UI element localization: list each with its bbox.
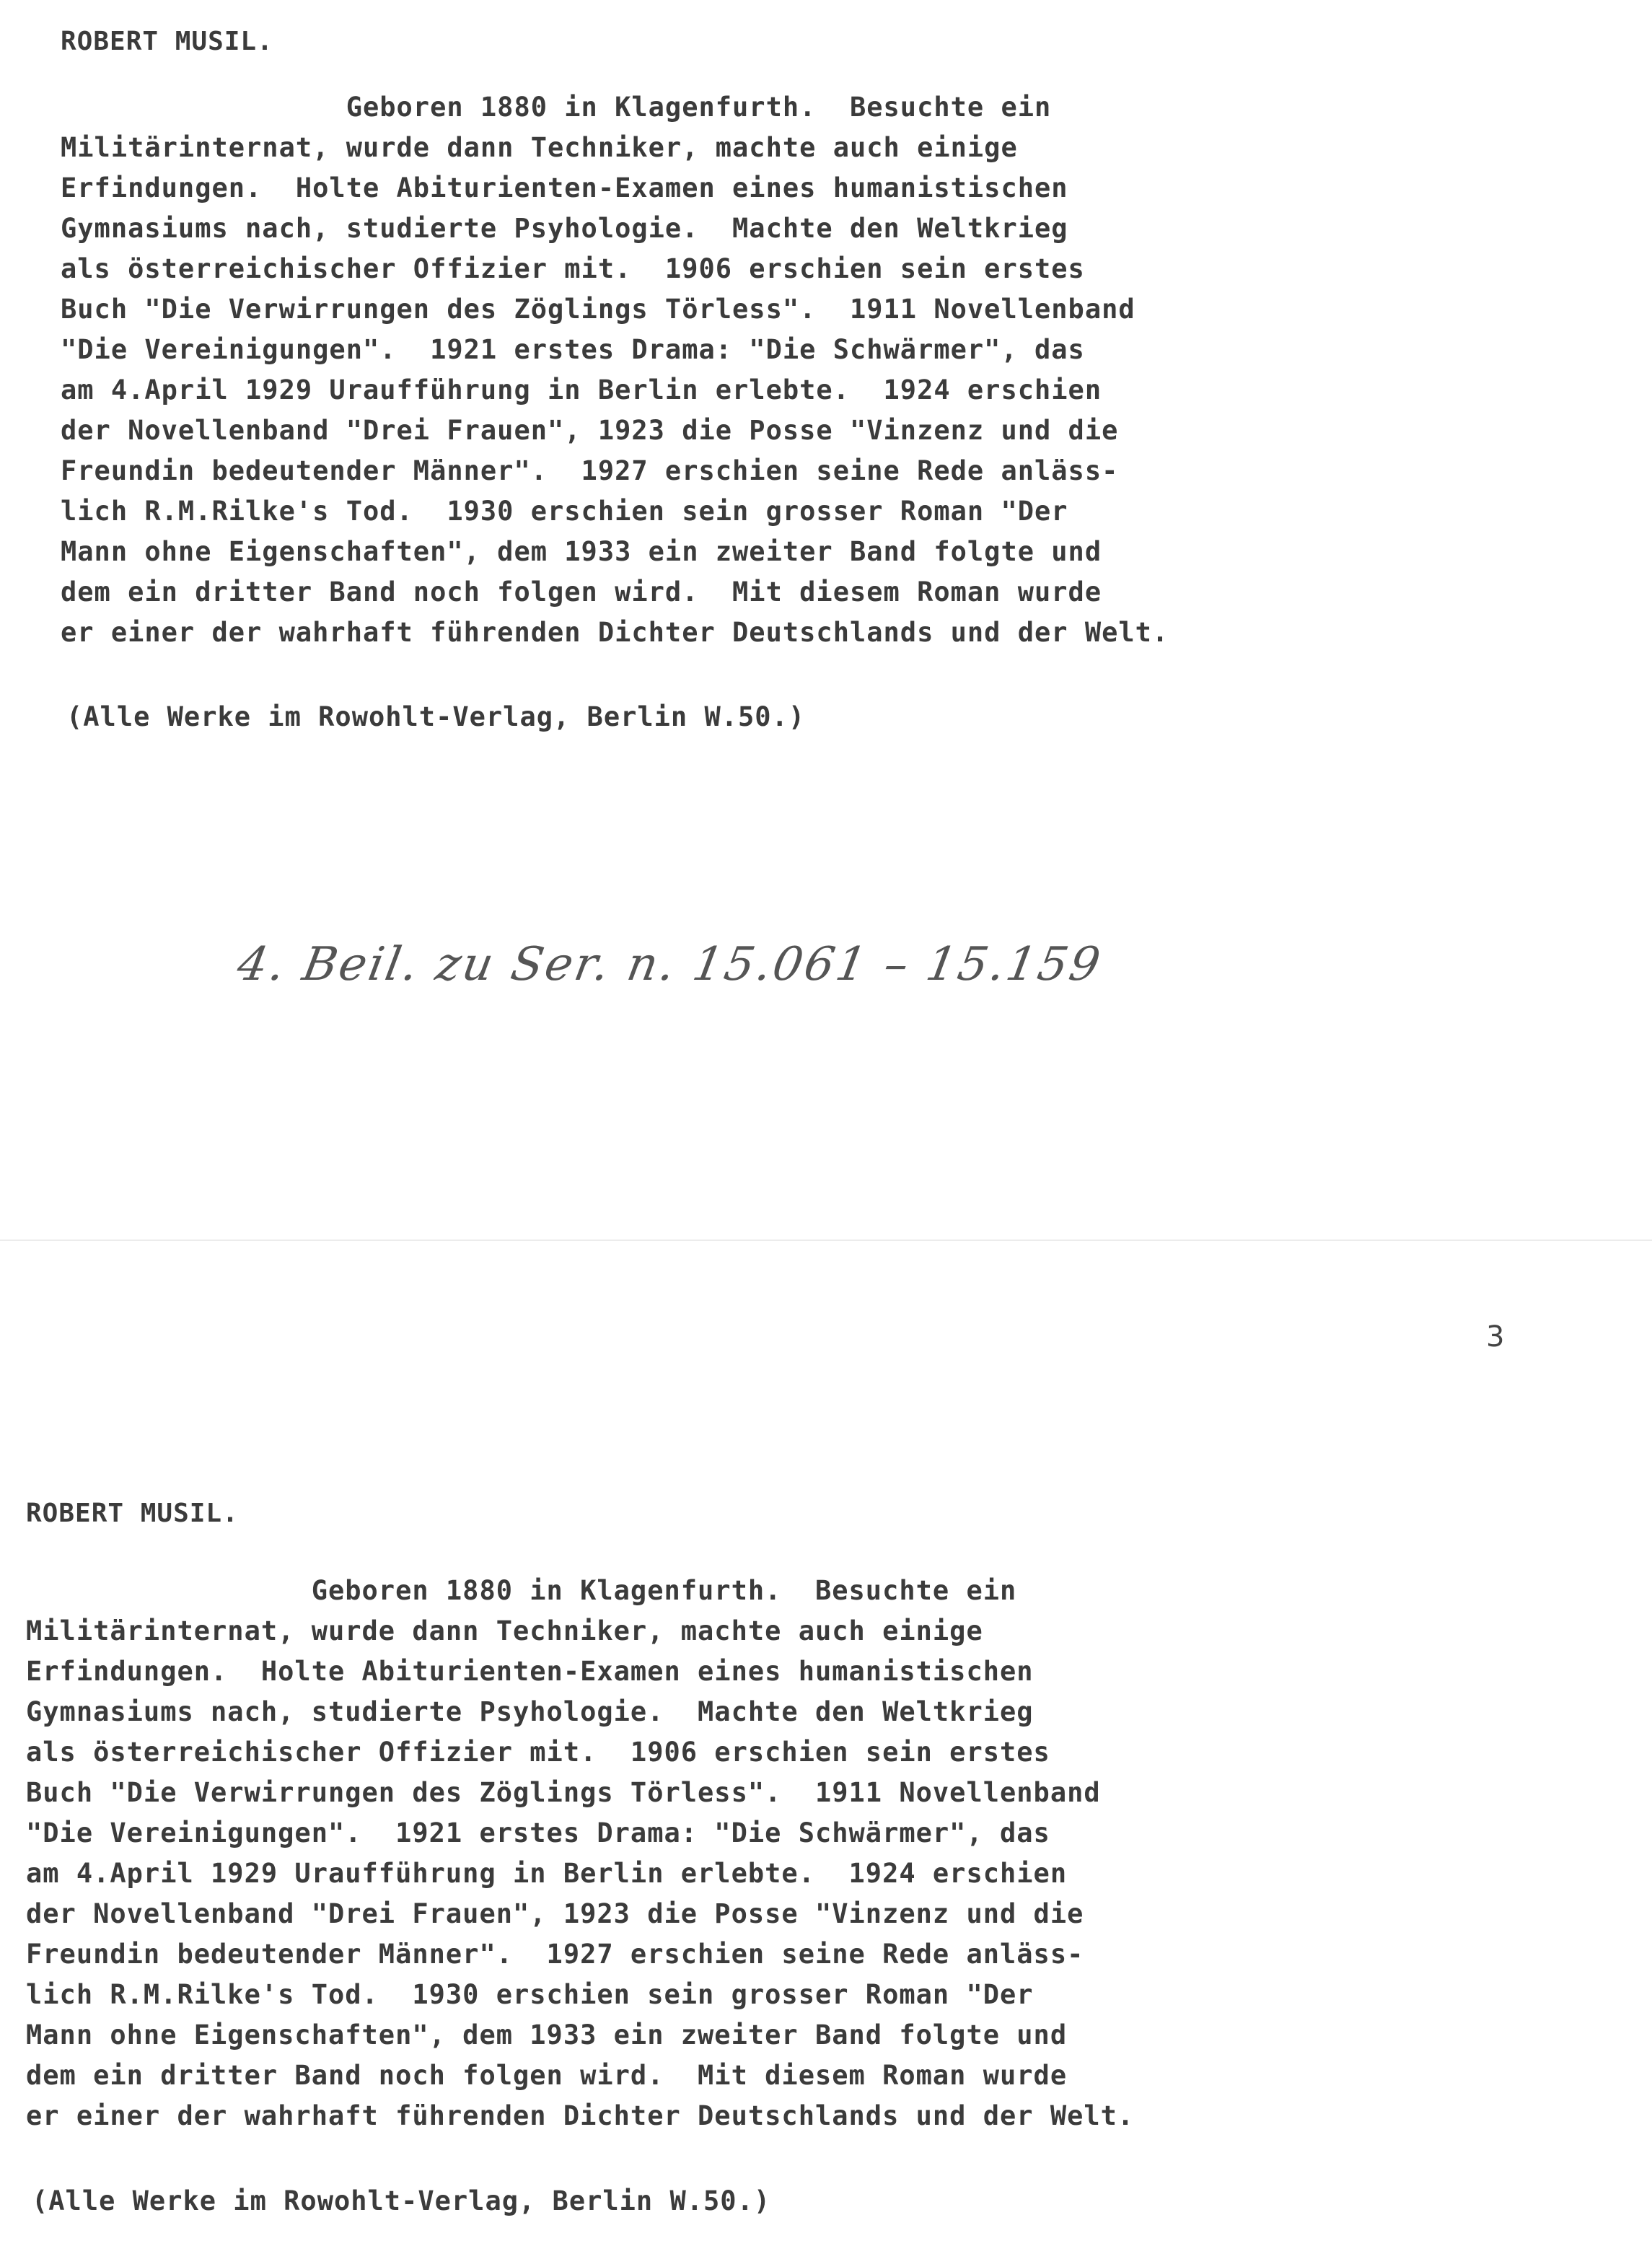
biography-line: Erfindungen. Holte Abiturienten-Examen eines humanistischen [61,172,1068,203]
biography-line: Freundin bedeutender Männer". 1927 erschien seine Rede anläss- [26,1939,1084,1970]
biography-line: der Novellenband "Drei Frauen", 1923 die Posse "Vinzenz und die [26,1898,1084,1929]
biography-line: Buch "Die Verwirrungen des Zöglings Törless". 1911 Novellenband [26,1777,1101,1808]
biography-line: dem ein dritter Band noch folgen wird. Mit diesem Roman wurde [61,576,1102,607]
biography-line: lich R.M.Rilke's Tod. 1930 erschien sein grosser Roman "Der [61,496,1068,527]
biography-line: Mann ohne Eigenschaften", dem 1933 ein zweiter Band folgte und [61,536,1102,567]
biography-line: Buch "Die Verwirrungen des Zöglings Törless". 1911 Novellenband [61,294,1135,325]
publisher-note: (Alle Werke im Rowohlt-Verlag, Berlin W.50.) [66,701,806,732]
biography-line: er einer der wahrhaft führenden Dichter Deutschlands und der Welt. [61,617,1169,648]
biography-line: Gymnasiums nach, studierte Psyhologie. Machte den Weltkrieg [26,1696,1034,1727]
publisher-note: (Alle Werke im Rowohlt-Verlag, Berlin W.50.) [32,2185,771,2216]
biography-line: als österreichischer Offizier mit. 1906 erschien sein erstes [61,253,1085,284]
biography-line: am 4.April 1929 Uraufführung in Berlin erlebte. 1924 erschien [26,1858,1068,1889]
biography-line: Geboren 1880 in Klagenfurth. Besuchte ein [61,92,1052,123]
page-number: 3 [1486,1320,1505,1354]
biography-line: Geboren 1880 in Klagenfurth. Besuchte ein [26,1575,1017,1606]
biography-line: er einer der wahrhaft führenden Dichter Deutschlands und der Welt. [26,2100,1135,2131]
biography-line: Militärinternat, wurde dann Techniker, machte auch einige [61,132,1018,163]
biography-line: dem ein dritter Band noch folgen wird. Mit diesem Roman wurde [26,2060,1068,2091]
biography-line: Militärinternat, wurde dann Techniker, machte auch einige [26,1615,983,1646]
biography-line: der Novellenband "Drei Frauen", 1923 die Posse "Vinzenz und die [61,415,1119,446]
biography-line: "Die Vereinigungen". 1921 erstes Drama: "Die Schwärmer", das [61,334,1085,365]
handwritten-archive-note: 4. Beil. zu Ser. n. 15.061 – 15.159 [233,938,1107,991]
biography-line: Gymnasiums nach, studierte Psyhologie. Machte den Weltkrieg [61,213,1068,244]
bottom-sheet [0,1241,1652,2259]
author-heading: ROBERT MUSIL. [61,27,273,56]
biography-line: "Die Vereinigungen". 1921 erstes Drama: "Die Schwärmer", das [26,1817,1050,1848]
biography-line: Mann ohne Eigenschaften", dem 1933 ein zweiter Band folgte und [26,2019,1068,2050]
biography-line: lich R.M.Rilke's Tod. 1930 erschien sein grosser Roman "Der [26,1979,1034,2010]
biography-line: Freundin bedeutender Männer". 1927 erschien seine Rede anläss- [61,455,1119,486]
biography-line: als österreichischer Offizier mit. 1906 erschien sein erstes [26,1737,1050,1768]
author-heading: ROBERT MUSIL. [26,1499,239,1528]
biography-line: Erfindungen. Holte Abiturienten-Examen eines humanistischen [26,1656,1034,1687]
biography-line: am 4.April 1929 Uraufführung in Berlin erlebte. 1924 erschien [61,374,1102,405]
